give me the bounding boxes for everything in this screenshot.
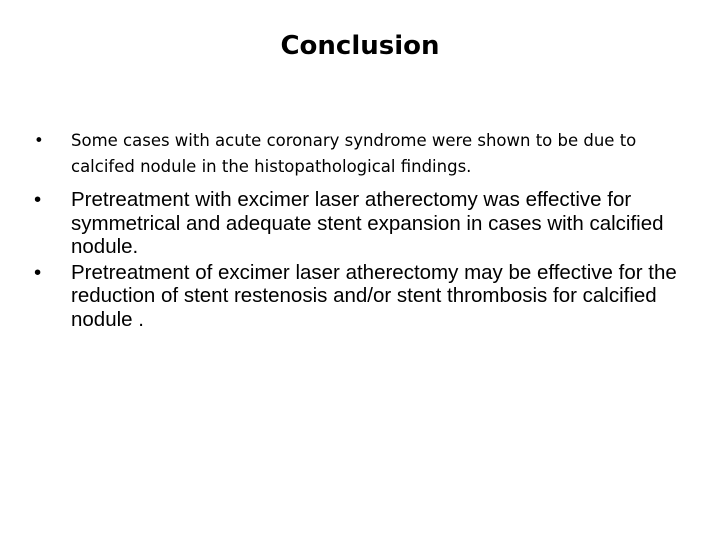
- bullet-item: [34, 261, 694, 332]
- bullet-item: [34, 188, 694, 259]
- bullet-item: [34, 128, 694, 180]
- bullet-text: Pretreatment with excimer laser atherectomy was effective for symmetrical and adequate stent expansion in cases with calcified nodule.: [71, 188, 664, 258]
- bullet-marker: •: [34, 260, 42, 284]
- bullet-marker: •: [34, 131, 44, 150]
- bullet-text: Pretreatment of excimer laser atherectomy may be effective for the reduction of stent restenosis and/or stent thrombosis for calcified nodule .: [71, 260, 677, 331]
- bullet-list: [34, 128, 694, 333]
- bullet-marker: •: [34, 188, 42, 211]
- bullet-text: Some cases with acute coronary syndrome were shown to be due to calcifed nodule in the histopathological findings.: [71, 131, 637, 176]
- slide-title: Conclusion: [280, 31, 440, 61]
